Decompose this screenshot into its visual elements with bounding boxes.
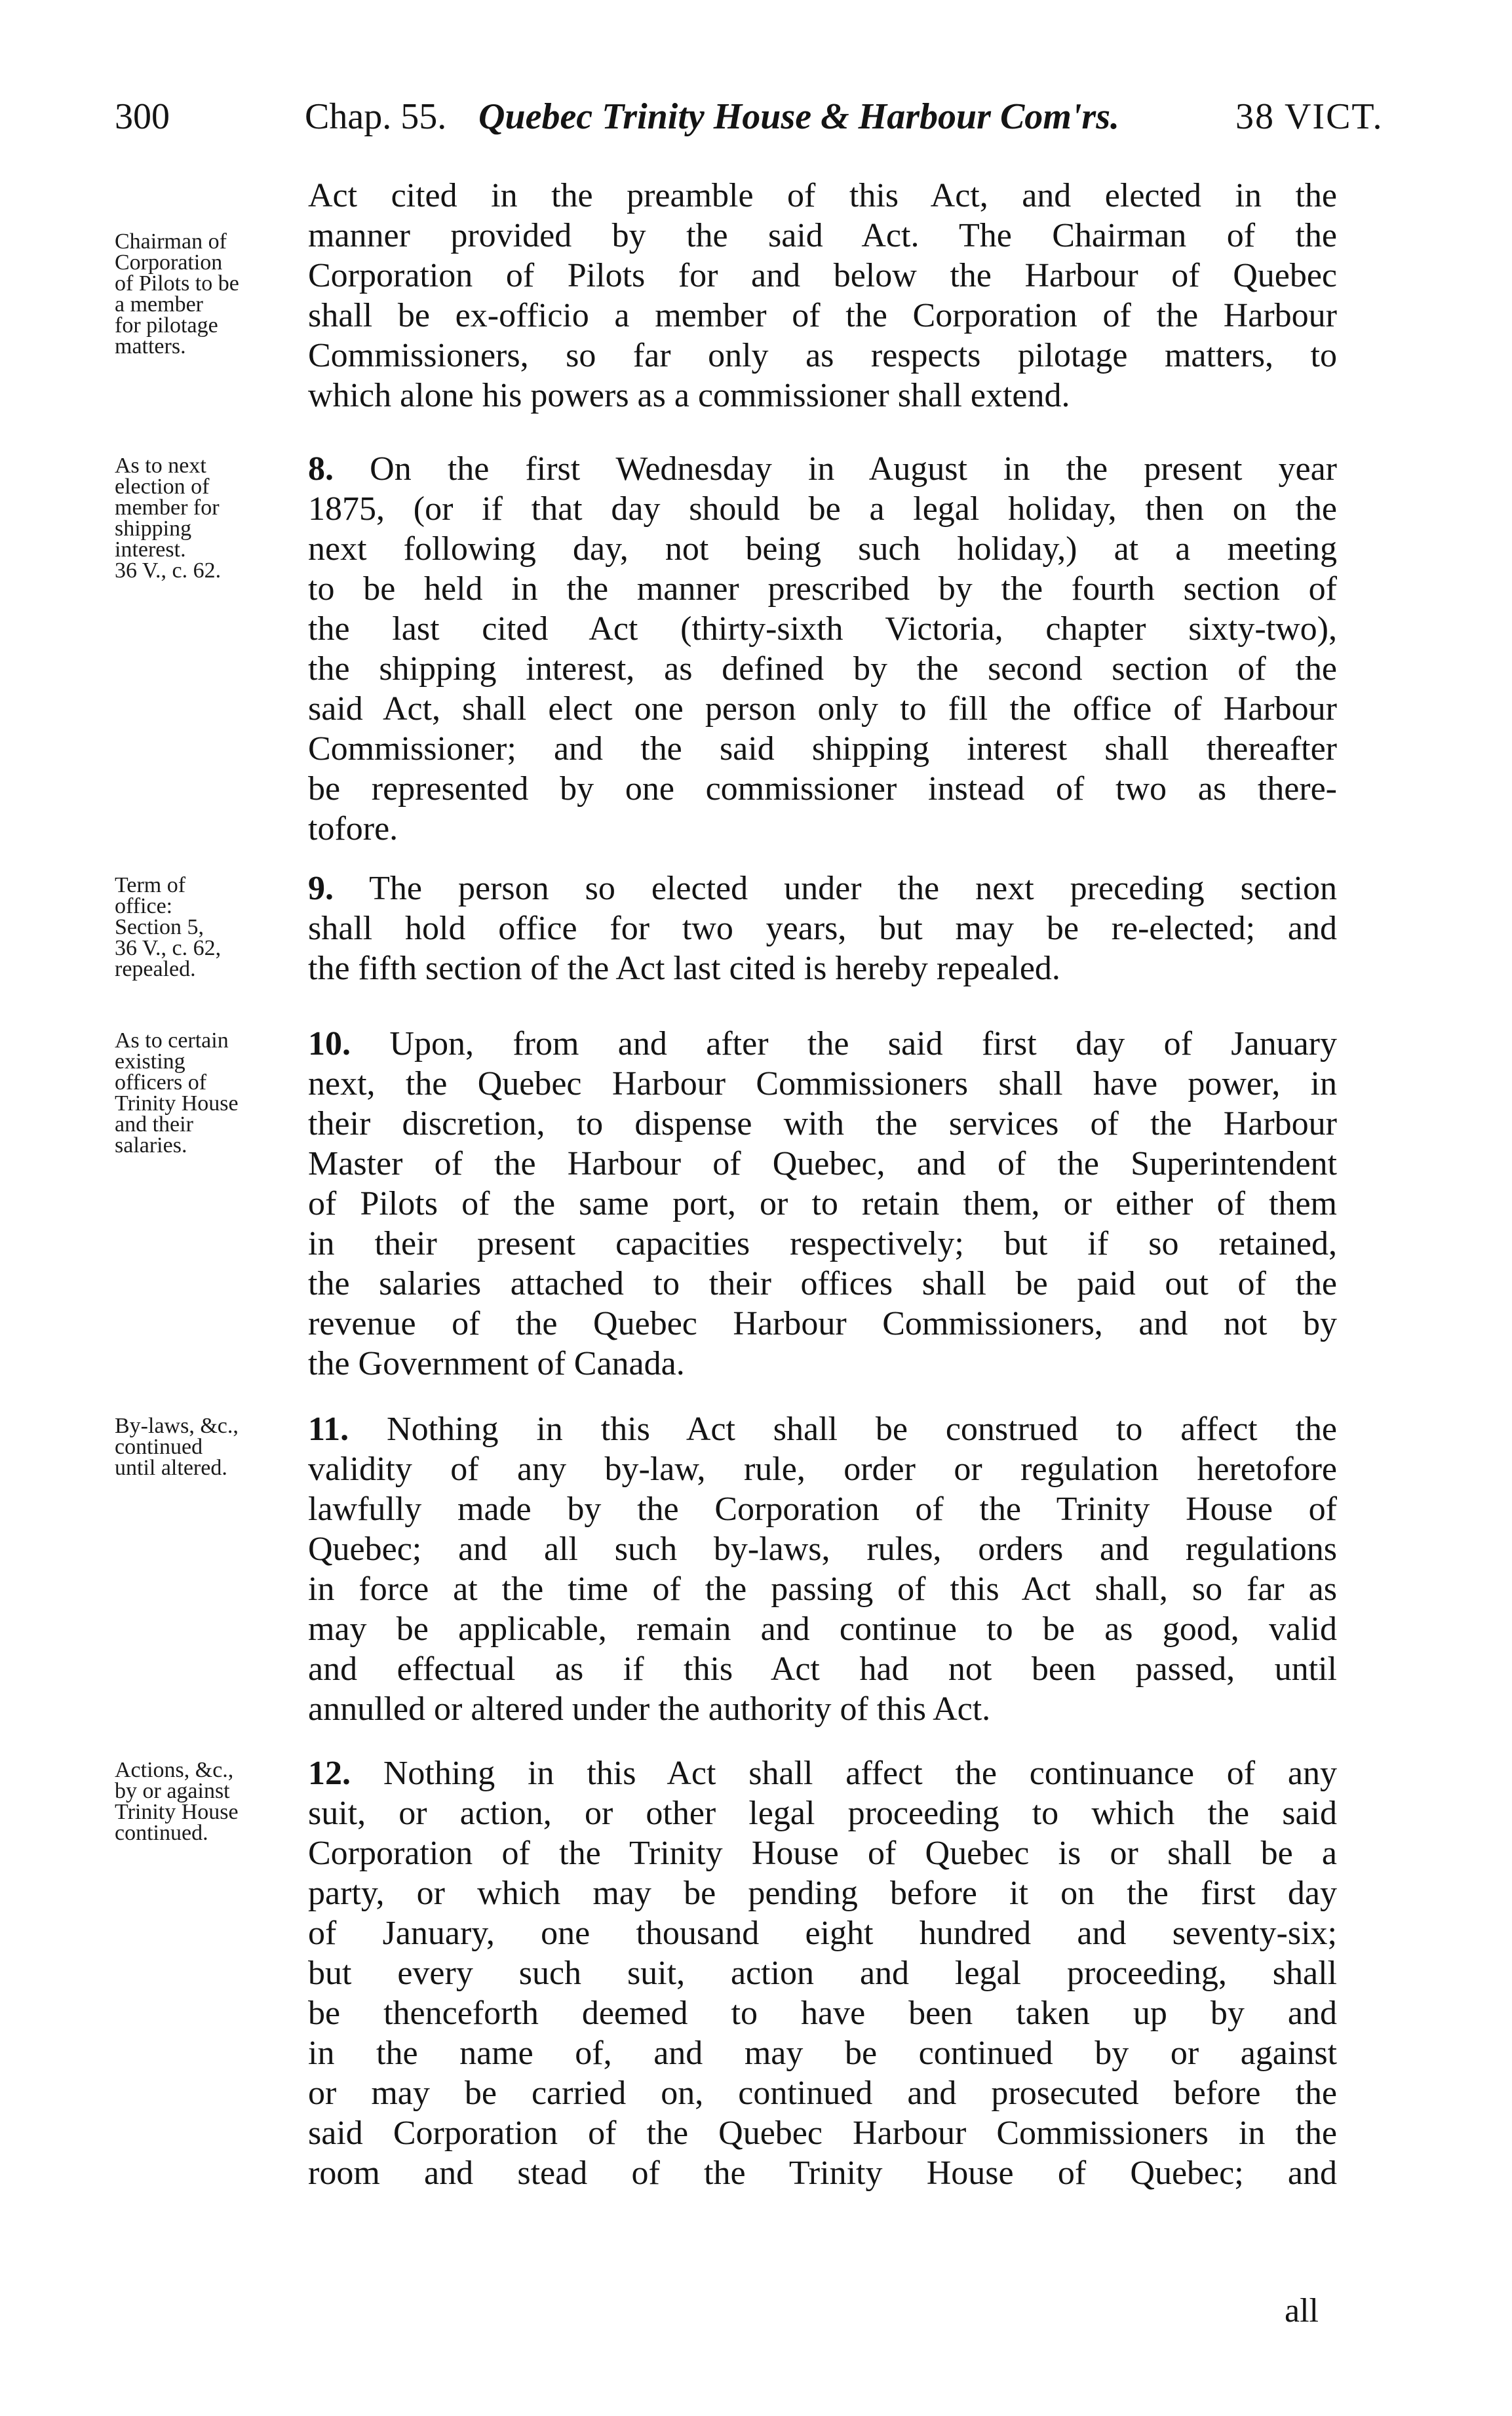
text-line: may be applicable, remain and continue to be as good, valid [308,1610,1337,1648]
marginal-note-line: by or against [115,1779,230,1803]
text-line: shall hold office for two years, but may be re-elected; and [308,910,1337,947]
text-line-content: Nothing in this Act shall affect the continuance of any [383,1755,1338,1792]
text-line: Commissioner; and the said shipping interest shall thereafter [308,730,1337,768]
text-line: Master of the Harbour of Quebec, and of the Superintendent [308,1145,1337,1182]
marginal-note-line: Trinity House [115,1800,239,1824]
section-text [308,1409,1337,1729]
section-number: 12. [308,1755,351,1792]
text-line: in the name of, and may be continued by or against [308,2035,1337,2072]
text-line: 1875, (or if that day should be a legal holiday, then on the [308,490,1337,528]
marginal-note-line: 36 V., c. 62. [115,558,222,583]
marginal-note [115,875,311,980]
text-line: Corporation of the Trinity House of Quebec is or shall be a [308,1835,1337,1872]
text-line-content: Nothing in this Act shall be construed to affect the [387,1411,1338,1448]
text-line: next, the Quebec Harbour Commissioners shall have power, in [308,1065,1337,1102]
marginal-note-line: matters. [115,334,186,359]
text-line: be represented by one commissioner instead of two as there- [308,770,1337,808]
section-number: 9. [308,870,334,907]
marginal-note-line: officers of [115,1070,207,1095]
marginal-note-line: As to certain [115,1028,229,1053]
marginal-note-line: for pilotage [115,313,218,338]
section-number: 8. [308,450,334,488]
text-line: to be held in the manner prescribed by the fourth section of [308,570,1337,608]
text-line: their discretion, to dispense with the services of the Harbour [308,1105,1337,1142]
marginal-note-line: By-laws, &c., [115,1414,239,1438]
text-line: next following day, not being such holiday,) at a meeting [308,530,1337,568]
text-line: validity of any by-law, rule, order or regulation heretofore [308,1451,1337,1488]
text-line [308,1753,1337,1793]
text-line: or may be carried on, continued and prosecuted before the [308,2075,1337,2112]
marginal-note-line: Actions, &c., [115,1758,234,1782]
text-line: said Act, shall elect one person only to fill the office of Harbour [308,690,1337,728]
text-line: and effectual as if this Act had not been passed, until [308,1650,1337,1688]
marginal-note-line: continued [115,1435,203,1459]
text-line [308,449,1337,489]
text-line [308,1024,1337,1064]
text-line: Corporation of Pilots for and below the Harbour of Quebec [308,257,1337,294]
text-line: suit, or action, or other legal proceeding to which the said [308,1795,1337,1832]
marginal-note-line: and their [115,1112,193,1137]
marginal-note [115,1030,311,1156]
section-text [308,1024,1337,1384]
marginal-note-line: As to next [115,454,206,478]
marginal-note [115,1760,311,1844]
text-line: but every such suit, action and legal proceeding, shall [308,1955,1337,1992]
text-line: room and stead of the Trinity House of Quebec; and [308,2154,1337,2192]
marginal-note-line: shipping [115,516,192,541]
marginal-note-line: repealed. [115,957,196,981]
marginal-note-line: 36 V., c. 62, [115,936,222,960]
marginal-note-line: until altered. [115,1456,227,1480]
catchword: all [1285,2292,1319,2329]
marginal-note-line: salaries. [115,1133,187,1158]
text-line: be thenceforth deemed to have been taken up by and [308,1995,1337,2032]
section-text [308,449,1337,849]
text-line: Commissioners, so far only as respects pilotage matters, to [308,337,1337,374]
text-line [308,1409,1337,1449]
text-line: the Government of Canada. [308,1345,685,1382]
section-text [308,1753,1337,2193]
marginal-note [115,231,311,357]
text-line: shall be ex-officio a member of the Corporation of the Harbour [308,297,1337,334]
text-line: lawfully made by the Corporation of the Trinity House of [308,1491,1337,1528]
marginal-note-line: office: [115,894,173,918]
section-text [308,868,1337,988]
text-line: party, or which may be pending before it on the first day [308,1875,1337,1912]
text-line: of Pilots of the same port, or to retain them, or either of them [308,1185,1337,1222]
text-line: the salaries attached to their offices shall be paid out of the [308,1265,1337,1302]
page-number: 300 [115,96,170,137]
text-line: annulled or altered under the authority of this Act. [308,1690,991,1728]
running-header [115,90,1384,143]
chapter-number: Chap. 55. [305,96,447,137]
marginal-note-line: interest. [115,537,186,562]
section-number: 10. [308,1025,351,1062]
regnal-year: 38 VICT. [1235,96,1384,137]
marginal-note-line: existing [115,1049,185,1074]
running-title: Quebec Trinity House & Harbour Com'rs. [478,96,1120,137]
marginal-note-line: continued. [115,1821,208,1845]
text-line: in their present capacities respectively; but if so retained, [308,1225,1337,1262]
text-line: of January, one thousand eight hundred and seventy-six; [308,1915,1337,1952]
text-line: the shipping interest, as defined by the second section of the [308,650,1337,688]
marginal-note-line: member for [115,496,220,520]
text-line: tofore. [308,810,398,848]
text-line-content: Upon, from and after the said first day of January [389,1025,1337,1062]
text-line: revenue of the Quebec Harbour Commissioners, and not by [308,1305,1337,1342]
marginal-note-line: Trinity House [115,1091,239,1116]
marginal-note-line: a member [115,292,203,317]
marginal-note [115,1416,311,1479]
marginal-note-line: of Pilots to be [115,271,239,296]
text-line: said Corporation of the Quebec Harbour Commissioners in the [308,2114,1337,2152]
text-line: Act cited in the preamble of this Act, and elected in the [308,177,1337,214]
text-line-content: The person so elected under the next preceding section [369,870,1337,907]
text-line: the last cited Act (thirty-sixth Victoria, chapter sixty-two), [308,610,1337,648]
section-text [308,176,1337,416]
marginal-note-line: Section 5, [115,915,204,939]
text-line: manner provided by the said Act. The Chairman of the [308,217,1337,254]
text-line-content: On the first Wednesday in August in the present year [370,450,1338,488]
text-line: in force at the time of the passing of this Act shall, so far as [308,1570,1337,1608]
marginal-note [115,456,311,581]
text-line: the fifth section of the Act last cited is hereby repealed. [308,950,1060,987]
text-line [308,868,1337,908]
marginal-note-line: Corporation [115,250,223,275]
section-number: 11. [308,1411,349,1448]
marginal-note-line: Term of [115,873,186,897]
marginal-note-line: election of [115,475,210,499]
text-line: Quebec; and all such by-laws, rules, orders and regulations [308,1530,1337,1568]
marginal-note-line: Chairman of [115,229,227,254]
text-line: which alone his powers as a commissioner shall extend. [308,377,1070,414]
